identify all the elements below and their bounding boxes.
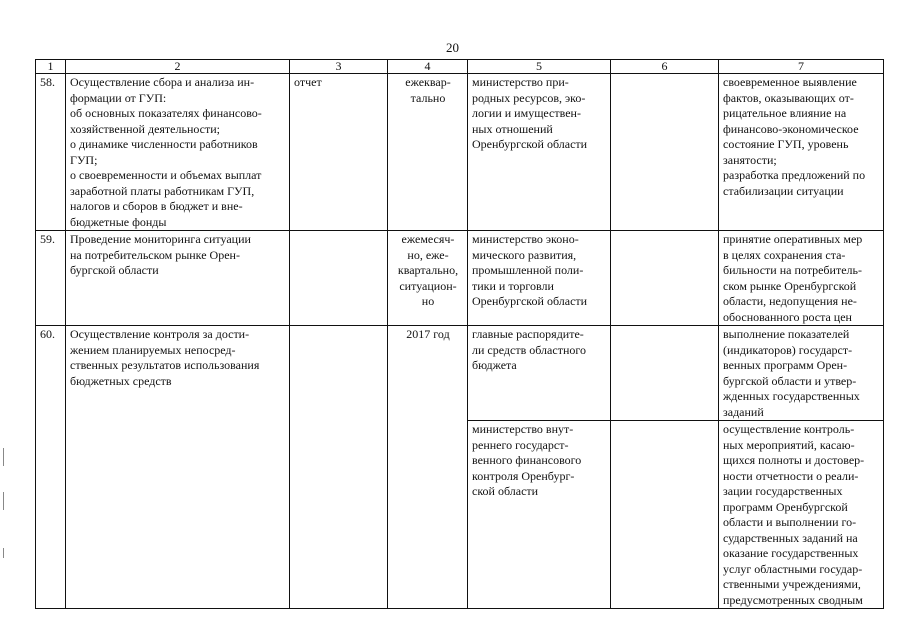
page-number: 20 (446, 40, 459, 55)
column-header: 4 (388, 60, 468, 74)
table-row (36, 326, 884, 421)
expected-result-cell: выполнение показателей (индикаторов) государст- венных программ Орен- бургской области и утвер- жденных государственных заданий (719, 326, 884, 421)
table-row (36, 74, 884, 231)
activity-cell: Проведение мониторинга ситуации на потребительском рынке Орен- бургской области (66, 231, 290, 326)
column6-cell (611, 231, 719, 326)
margin-mark (3, 448, 4, 466)
expected-result-cell: осуществление контроль- ных мероприятий, касаю- щихся полноты и достовер- ности отчетности о реали- зации государственных программ Оренбургской области и выполнении го- сударственных заданий на оказание государственных услуг областными государ- ственными учреждениями, предусмотренных сводным (719, 421, 884, 609)
row-number: 60. (36, 326, 66, 609)
report-form-cell (290, 231, 388, 326)
period-cell: ежеквар- тально (388, 74, 468, 231)
executor-cell: министерство внут- реннего государст- венного финансового контроля Оренбург- ской области (468, 421, 611, 609)
executor-cell: министерство при- родных ресурсов, эко- логии и имуществен- ных отношений Оренбургской области (468, 74, 611, 231)
period-cell: ежемесяч- но, еже- квартально, ситуацион- но (388, 231, 468, 326)
activity-plan-table (35, 59, 884, 609)
header-row (36, 60, 884, 74)
executor-cell: министерство эконо- мического развития, промышленной поли- тики и торговли Оренбургской области (468, 231, 611, 326)
margin-mark (3, 492, 4, 510)
column-header: 7 (719, 60, 884, 74)
column6-cell (611, 326, 719, 421)
column-header: 6 (611, 60, 719, 74)
column-header: 2 (66, 60, 290, 74)
report-form-cell (290, 326, 388, 609)
column-header: 5 (468, 60, 611, 74)
row-number: 58. (36, 74, 66, 231)
activity-cell: Осуществление контроля за дости- жением планируемых непосред- ственных результатов использования бюджетных средств (66, 326, 290, 609)
column-header: 1 (36, 60, 66, 74)
period-cell: 2017 год (388, 326, 468, 609)
report-form-cell: отчет (290, 74, 388, 231)
column6-cell (611, 421, 719, 609)
activity-cell: Осуществление сбора и анализа ин- формации от ГУП: об основных показателях финансово- хозяйственной деятельности; о динамике численности работников ГУП; о своевременности и объемах выплат заработной платы работникам ГУП, налогов и сборов в бюджет и вне- бюджетные фонды (66, 74, 290, 231)
row-number: 59. (36, 231, 66, 326)
executor-cell: главные распорядите- ли средств областного бюджета (468, 326, 611, 421)
margin-mark (3, 548, 4, 558)
expected-result-cell: своевременное выявление фактов, оказывающих от- рицательное влияние на финансово-экономическое состояние ГУП, уровень занятости; разработка предложений по стабилизации ситуации (719, 74, 884, 231)
table-row (36, 231, 884, 326)
column-header: 3 (290, 60, 388, 74)
expected-result-cell: принятие оперативных мер в целях сохранения ста- бильности на потребитель- ском рынке Оренбургской области, недопущения не- обоснованного роста цен (719, 231, 884, 326)
column6-cell (611, 74, 719, 231)
